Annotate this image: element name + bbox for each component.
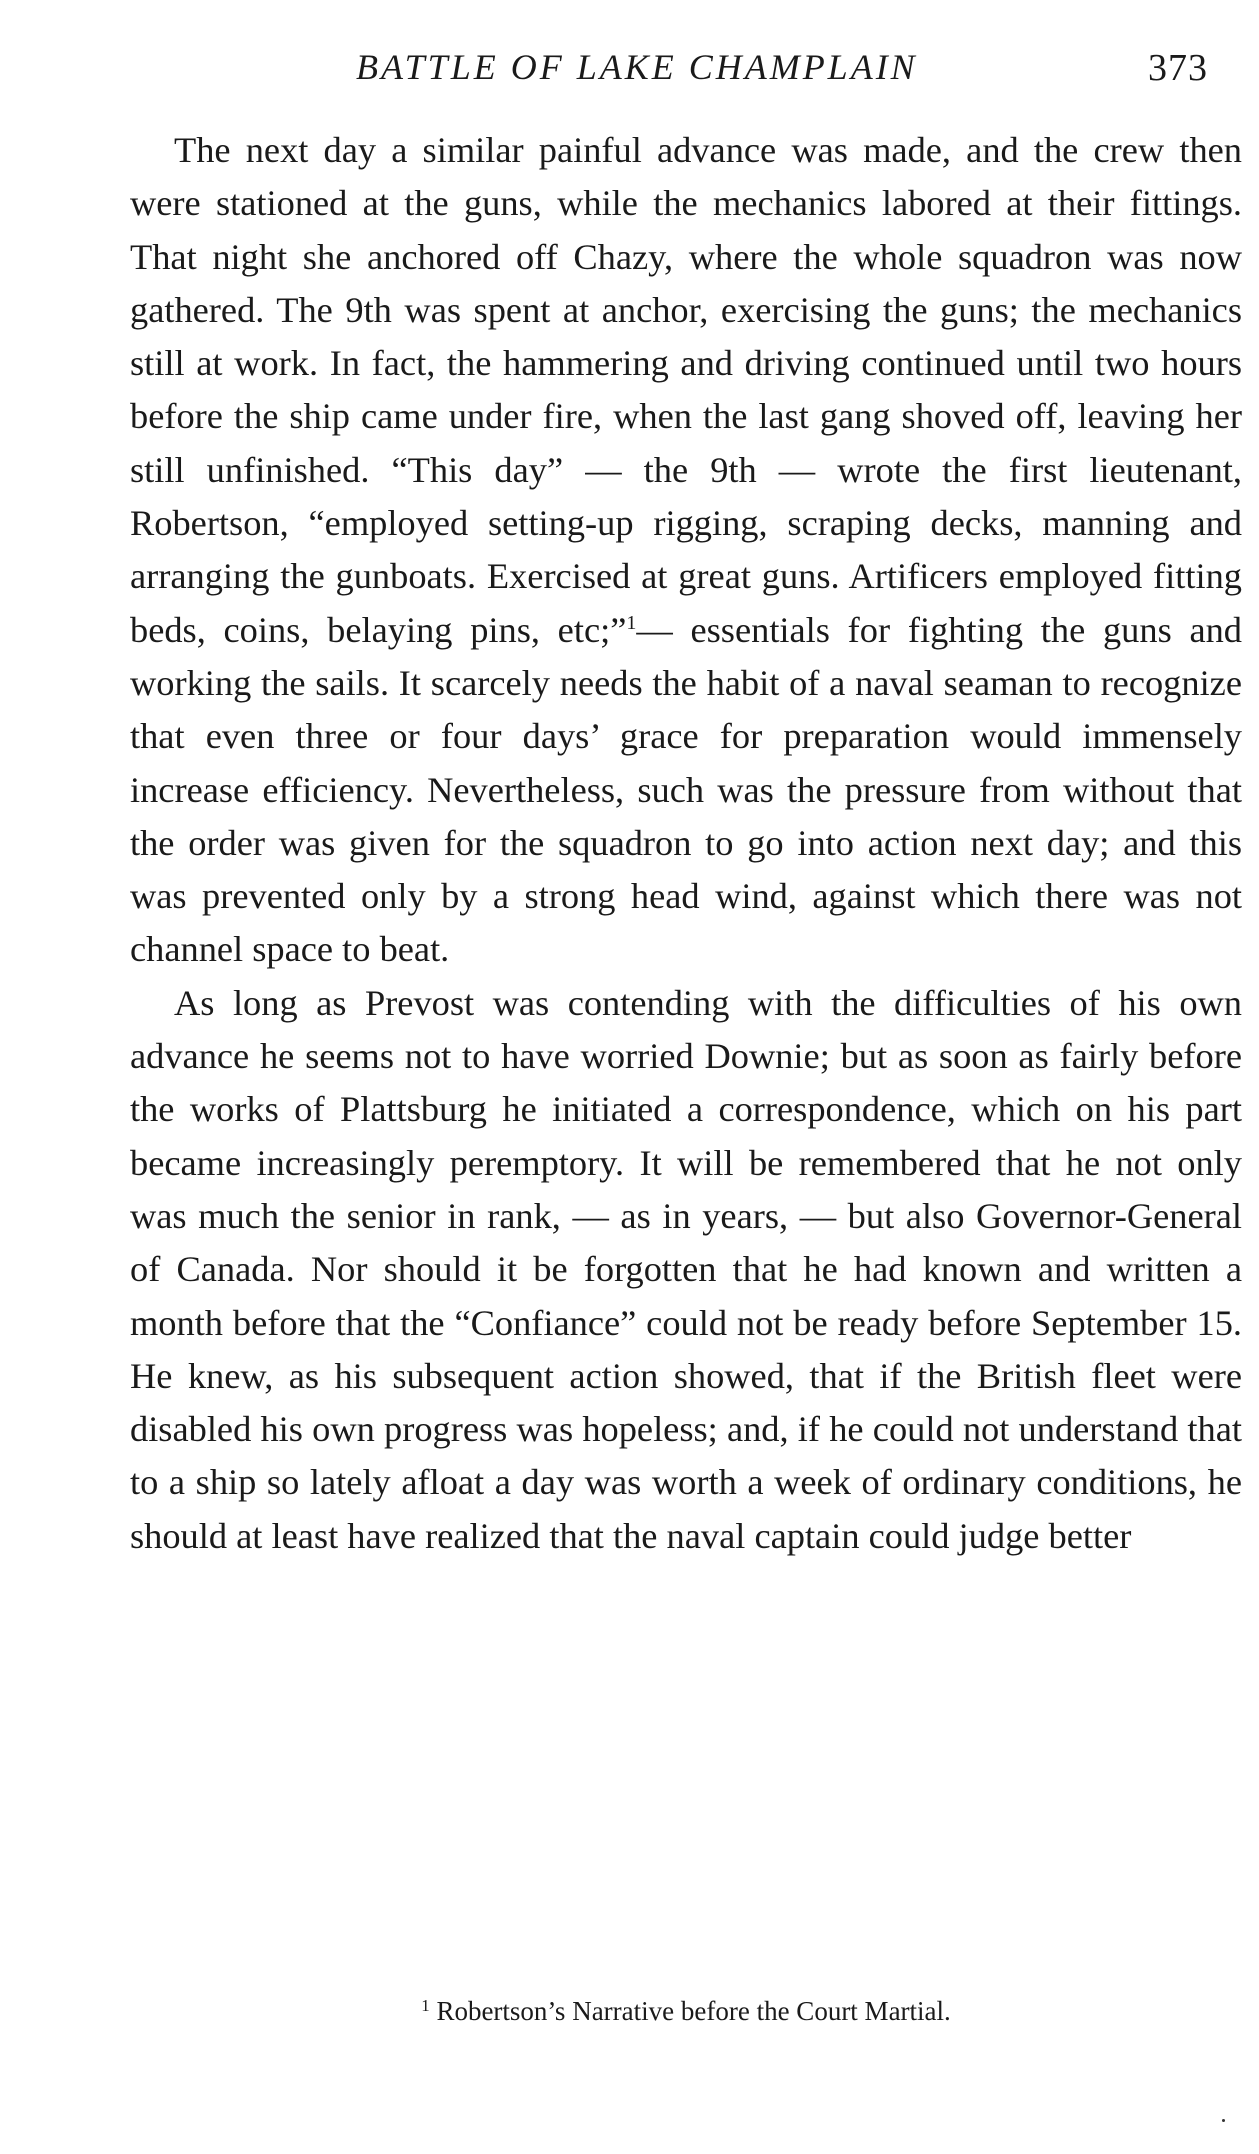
paragraph-1-text-before-note: The next day a similar painful advance was made, and the crew then were stationed at the guns, while the mechanics labored at their fittings. That night she anchored off Chazy, where the whole squadron was now gathered. The 9th was spent at anchor, exercising the guns; the mechanics still at work. In fact, the hammering and driving continued until two hours before the ship came under fire, when the last gang shoved off, leaving her still unfinished. “This day” — the 9th — wrote the first lieutenant, Robertson, “employed setting-up rigging, scraping decks, manning and arranging the gunboats. Exercised at great guns. Artificers employed fitting beds, coins, belaying pins, etc;”	[130, 130, 1242, 650]
footnote-marker: 1	[421, 1996, 430, 2015]
page-number: 373	[1148, 47, 1208, 89]
body-text	[130, 124, 1242, 1563]
footnote-text: Robertson’s Narrative before the Court Martial.	[436, 1996, 951, 2026]
page-speck	[1222, 2119, 1225, 2122]
footnote	[130, 1993, 1242, 2029]
footnote-reference: 1	[626, 611, 637, 634]
running-head	[0, 46, 1259, 90]
paragraph-1	[130, 124, 1242, 977]
paragraph-2: As long as Prevost was contending with the difficulties of his own advance he seems not to have worried Downie; but as soon as fairly before the works of Plattsburg he initiated a correspondence, which on his part became increasingly peremptory. It will be remembered that he not only was much the senior in rank, — as in years, — but also Governor-General of Canada. Nor should it be forgotten that he had known and written a month before that the “Confiance” could not be ready before September 15. He knew, as his subsequent action showed, that if the British fleet were disabled his own progress was hopeless; and, if he could not understand that to a ship so lately afloat a day was worth a week of ordinary conditions, he should at least have realized that the naval captain could judge better	[130, 982, 1242, 1556]
paragraph-1-text-after-note: — essentials for fighting the guns and working the sails. It scarcely needs the habit of a naval seaman to recognize that even three or four days’ grace for preparation would immensely increase efficiency. Nevertheless, such was the pressure from without that the order was given for the squadron to go into action next day; and this was prevented only by a strong head wind, against which there was not channel space to beat.	[130, 609, 1242, 970]
running-title: BATTLE OF LAKE CHAMPLAIN	[356, 47, 918, 87]
